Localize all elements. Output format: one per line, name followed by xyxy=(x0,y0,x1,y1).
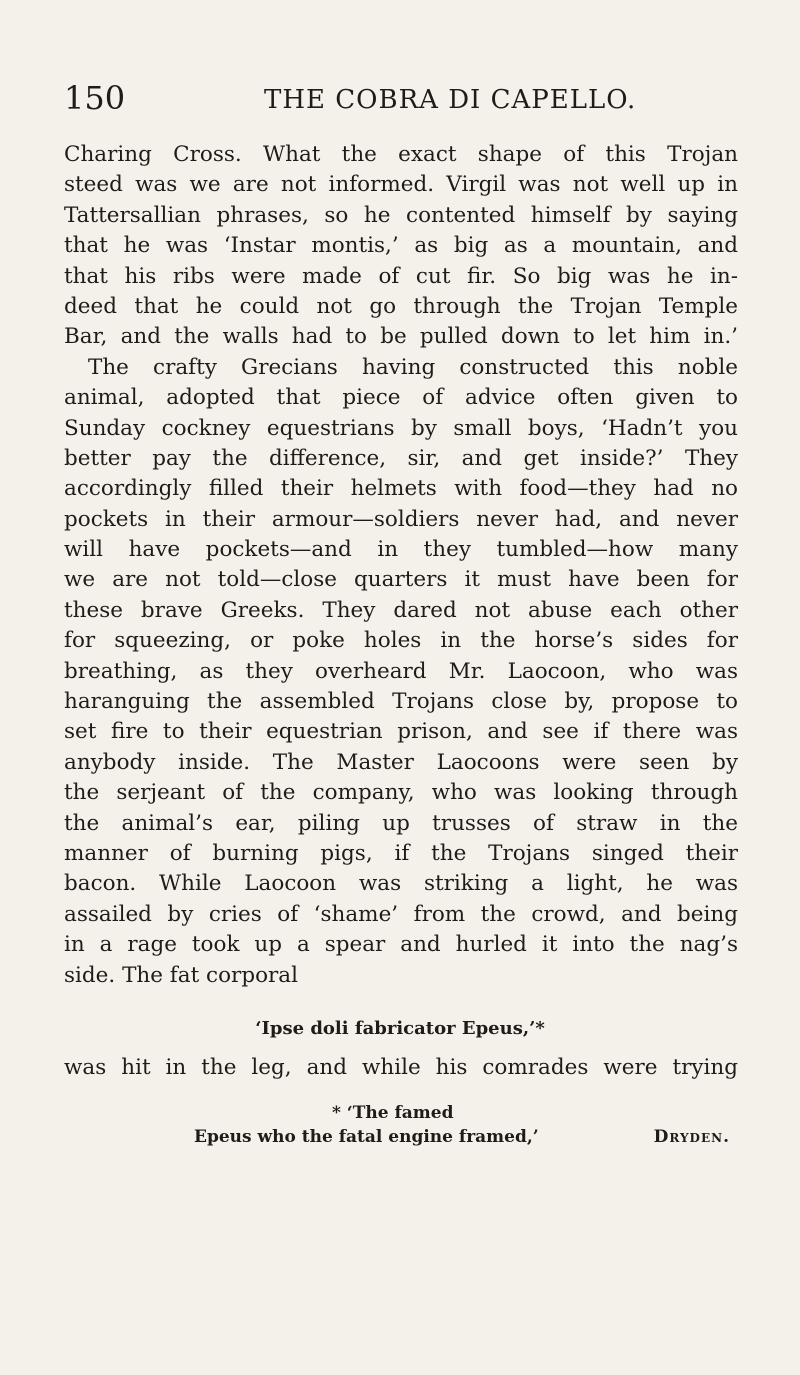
text-line: better pay the difference, sir, and get inside?’ They xyxy=(64,445,738,471)
page-header xyxy=(64,78,744,128)
body-paragraph xyxy=(64,140,738,1010)
text-line-after-quote: was hit in the leg, and while his comrades were trying xyxy=(64,1055,738,1080)
text-line: bacon. While Laocoon was striking a light, he was xyxy=(64,871,738,897)
text-line: animal, adopted that piece of advice often given to xyxy=(64,385,738,411)
footnote-author: Dryden. xyxy=(653,1127,730,1147)
text-line: set fire to their equestrian prison, and see if there was xyxy=(64,719,738,745)
text-line: deed that he could not go through the Trojan Temple xyxy=(64,293,738,319)
text-line: these brave Greeks. They dared not abuse each other xyxy=(64,597,738,623)
text-line: the serjeant of the company, who was looking through xyxy=(64,780,738,806)
text-line: in a rage took up a spear and hurled it into the nag’s xyxy=(64,932,738,958)
text-line: that he was ‘Instar montis,’ as big as a mountain, and xyxy=(64,233,738,259)
footnote xyxy=(64,1101,744,1161)
footnote-line: Epeus who the fatal engine framed,’ xyxy=(194,1127,539,1147)
running-title: THE COBRA DI CAPELLO. xyxy=(264,85,637,115)
text-line: for squeezing, or poke holes in the horse’s sides for xyxy=(64,628,738,654)
text-line: will have pockets—and in they tumbled—how many xyxy=(64,537,738,563)
text-line: we are not told—close quarters it must have been for xyxy=(64,567,738,593)
latin-quote: ‘Ipse doli fabricator Epeus,’* xyxy=(255,1018,545,1039)
text-line: that his ribs were made of cut fir. So big was he in- xyxy=(64,263,738,289)
text-line: Sunday cockney equestrians by small boys, ‘Hadn’t you xyxy=(64,415,738,441)
text-line: accordingly filled their helmets with food—they had no xyxy=(64,476,738,502)
text-line: steed was we are not informed. Virgil was not well up in xyxy=(64,172,738,198)
text-line: Bar, and the walls had to be pulled down to let him in.’ xyxy=(64,324,738,350)
text-line: assailed by cries of ‘shame’ from the crowd, and being xyxy=(64,901,738,927)
text-line: side. The fat corporal xyxy=(64,962,299,988)
text-line: pockets in their armour—soldiers never had, and never xyxy=(64,506,738,532)
text-line: anybody inside. The Master Laocoons were seen by xyxy=(64,749,738,775)
footnote-line: * ‘The famed xyxy=(332,1103,454,1123)
text-line: haranguing the assembled Trojans close by, propose to xyxy=(64,689,738,715)
text-line: manner of burning pigs, if the Trojans singed their xyxy=(64,840,738,866)
text-line: Tattersallian phrases, so he contented himself by saying xyxy=(64,202,738,228)
text-line: The crafty Grecians having constructed this noble xyxy=(88,354,738,380)
text-line: Charing Cross. What the exact shape of this Trojan xyxy=(64,142,738,167)
text-line: breathing, as they overheard Mr. Laocoon, who was xyxy=(64,658,738,684)
text-line: the animal’s ear, piling up trusses of straw in the xyxy=(64,810,738,836)
page-number: 150 xyxy=(64,79,126,117)
